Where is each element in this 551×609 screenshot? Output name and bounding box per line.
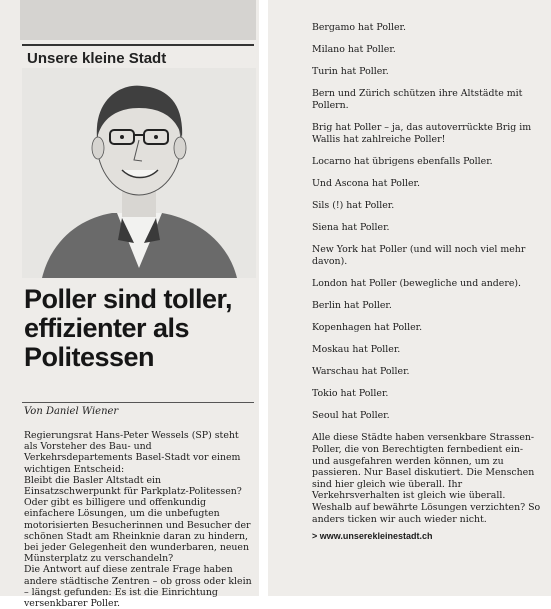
portrait-drawing bbox=[22, 68, 256, 278]
city-line: Bergamo hat Poller. bbox=[312, 22, 406, 33]
city-line: Turin hat Poller. bbox=[312, 66, 389, 78]
article-body-left bbox=[24, 430, 254, 609]
website-link[interactable]: > www.unserekleinestadt.ch bbox=[312, 531, 433, 542]
city-line: Und Ascona hat Poller. bbox=[312, 177, 420, 189]
article-body-right bbox=[312, 22, 542, 543]
city-line: Seoul hat Poller. bbox=[312, 410, 390, 422]
city-line: Bern und Zürich schützen ihre Altstädte mit Pollern. bbox=[312, 88, 523, 111]
city-line: Locarno hat übrigens ebenfalls Poller. bbox=[312, 155, 493, 167]
column-title: Unsere kleine Stadt bbox=[27, 50, 167, 67]
body-paragraph: Regierungsrat Hans-Peter Wessels (SP) steht als Vorsteher des Bau- und Verkehrsdepartements Basel-Stadt vor einem wichtigen Entscheid: bbox=[24, 430, 241, 475]
city-line: Tokio hat Poller. bbox=[312, 388, 389, 400]
city-line: Siena hat Poller. bbox=[312, 221, 390, 233]
body-paragraph: Bleibt die Basler Altstadt ein Einsatzschwerpunkt für Parkplatz-Politessen? Oder gibt es billigere und offenkundig einfachere Lösungen, um die unbefugten motorisierten Besucherinnen und Besucher der schönen Stadt am Rheinknie daran zu hindern, bei jeder Gelegenheit den wunderbaren, neuen Münsterplatz zu verschandeln? bbox=[24, 474, 251, 565]
city-line: Sils (!) hat Poller. bbox=[312, 199, 395, 211]
city-line: Brig hat Poller – ja, das autoverrückte Brig im Wallis hat zahlreiche Poller! bbox=[312, 121, 532, 145]
city-line: London hat Poller (bewegliche und andere). bbox=[312, 277, 522, 289]
city-line: New York hat Poller (und will noch viel mehr davon). bbox=[312, 244, 526, 267]
city-line: Moskau hat Poller. bbox=[312, 344, 401, 355]
closing-paragraph: Alle diese Städte haben versenkbare Strassen-Poller, die von Berechtigten fernbedient ein- und ausgefahren werden können, um zu passieren. Nur Basel diskutiert. Die Menschen sind hier gleich wie überall. Ihr Verkehrsverhalten ist gleich wie überall. Weshalb auf bewährte Lösungen verzichten? So anders ticken wir auch wieder nicht. bbox=[312, 432, 541, 525]
byline: Von Daniel Wiener bbox=[24, 406, 119, 417]
left-clipping bbox=[0, 0, 259, 609]
city-line: Berlin hat Poller. bbox=[312, 299, 392, 311]
city-line: Milano hat Poller. bbox=[312, 44, 396, 56]
header-bleed-area bbox=[20, 0, 256, 40]
portrait-illustration bbox=[22, 68, 256, 278]
city-line: Kopenhagen hat Poller. bbox=[312, 321, 423, 333]
byline-rule bbox=[22, 402, 254, 403]
city-line: Warschau hat Poller. bbox=[312, 366, 410, 378]
title-rule bbox=[22, 44, 254, 46]
headline: Poller sind toller, effizienter als Politessen bbox=[24, 284, 233, 372]
body-paragraph: Die Antwort auf diese zentrale Frage haben andere städtische Zentren – ob gross oder klein – längst gefunden: Es ist die Einrichtung versenkbarer Poller. bbox=[24, 564, 252, 609]
